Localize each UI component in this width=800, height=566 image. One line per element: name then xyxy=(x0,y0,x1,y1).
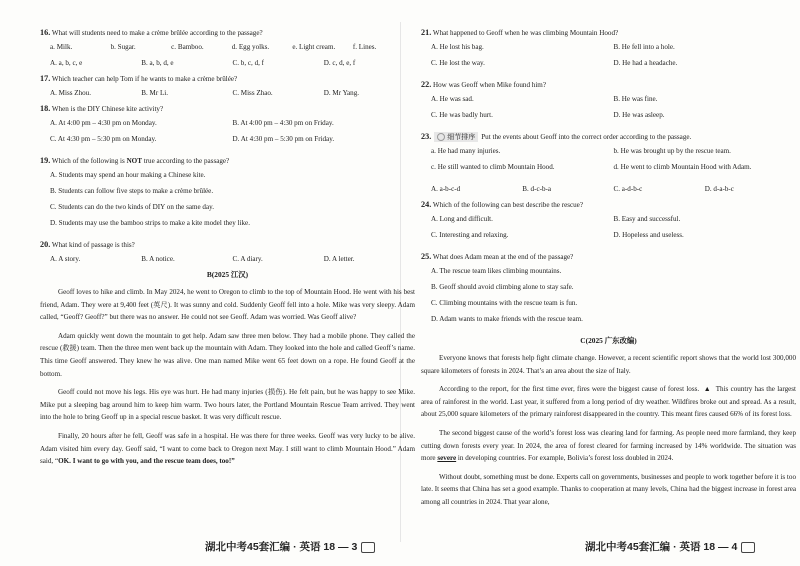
option: B. Geoff should avoid climbing alone to stay safe. xyxy=(431,283,574,291)
passage-paragraph: According to the report, for the first time ever, fires were the biggest cause of forest loss. ▲ This country has the largest area of rainforest in the world. Last year, it suffered from a long period of dry weather. Wildfires broke out and spread. As a result, about 25,000 square kilometers of the primary rainforest disappeared in the country. This meant fires caused 66% of its forest loss. xyxy=(421,385,797,419)
option: D. He was asleep. xyxy=(613,111,665,119)
option: C. Interesting and relaxing. xyxy=(431,231,509,239)
option: C. Students can do the two kinds of DIY on the same day. xyxy=(50,203,214,211)
q16-item: a. Milk. xyxy=(50,43,73,51)
option: C. b, c, d, f xyxy=(232,59,265,67)
passage-paragraph: Geoff could not move his legs. His eye was hurt. He had many injuries (损伤). He felt pain, but he was happy to see Mike. Mike put a sleeping bag around him to keep him warm. Two hours later, the Portland Mountain Rescue Team arrived. They went into the hole to bring Geoff up in a special rescue basket. It was very difficult rescue. xyxy=(40,388,415,422)
q23-items xyxy=(431,146,796,178)
q23-item: a. He had many injuries. xyxy=(431,147,501,155)
skill-tag: 细节排序 xyxy=(434,132,478,142)
option: D. Students may use the bamboo strips to make a kite model they like. xyxy=(50,219,250,227)
option: B. d-c-b-a xyxy=(522,185,552,193)
option: A. The rescue team likes climbing mountains. xyxy=(431,267,562,275)
q16-item: b. Sugar. xyxy=(110,43,136,51)
option: A. Students may spend an hour making a Chinese kite. xyxy=(50,171,206,179)
question-25: 25. What does Adam mean at the end of the passage? xyxy=(421,252,574,261)
q19-options xyxy=(50,170,415,234)
q23-item: d. He went to climb Mountain Hood with Adam. xyxy=(613,163,752,171)
underlined-word: severe xyxy=(437,454,457,463)
passage-paragraph: The second biggest cause of the world’s forest loss was clearing land for farming. As people need more farmland, they keep cutting down forests every year. In 2024, the area of forest cleared for farming increased by 14% worldwide. The situation was more severe in developing countries. For example, Bolivia’s forest loss doubled in 2024. xyxy=(421,428,796,463)
option: A. A story. xyxy=(50,255,81,263)
q16-item: e. Light cream. xyxy=(292,43,336,51)
option: D. c, d, e, f xyxy=(323,59,356,67)
q16-item: c. Bamboo. xyxy=(171,43,204,51)
option: A. At 4:00 pm – 4:30 pm on Monday. xyxy=(50,119,157,127)
option: B. Students can follow five steps to make a crème brûlée. xyxy=(50,187,214,195)
q25-options xyxy=(431,266,796,330)
question-16: 16. What will students need to make a crème brûlée according to the passage? xyxy=(40,28,263,37)
page-footer-left: 湖北中考45套汇编 · 英语 18 — 3 xyxy=(205,539,375,554)
q16-item: f. Lines. xyxy=(352,43,377,51)
section-title-b: B(2025 江汉) xyxy=(206,270,249,279)
option: D. Adam wants to make friends with the rescue team. xyxy=(431,315,583,323)
question-21: 21. What happened to Geoff when he was climbing Mountain Hood? xyxy=(421,28,619,37)
publisher-logo-icon xyxy=(361,542,375,553)
passage-paragraph: Geoff loves to hike and climb. In May 2024, he went to Oregon to climb to the top of Mountain Hood. He went with his best friend, Adam. They were at 9,400 feet (英尺). It was sunny and cold. Suddenly Geoff fell into a hole. Mike was very sleepy. Adam called, “Geoff? Geoff?” but there was no answer. He could not see Geoff. Adam was worried. Was Geoff alive? xyxy=(40,288,415,322)
option: C. He lost the way. xyxy=(431,59,485,67)
option: D. Mr Yang. xyxy=(323,89,360,97)
question-24: 24. Which of the following can best describe the rescue? xyxy=(421,200,583,209)
option: D. He had a headache. xyxy=(613,59,678,67)
q24-options xyxy=(431,214,796,246)
question-22: 22. How was Geoff when Mike found him? xyxy=(421,80,546,89)
option: D. d-a-b-c xyxy=(704,185,734,193)
q20-options xyxy=(50,254,415,264)
question-18: 18. When is the DIY Chinese kite activity? xyxy=(40,104,164,113)
q23-options xyxy=(431,184,796,194)
q22-options xyxy=(431,94,796,126)
q16-item: d. Egg yolks. xyxy=(231,43,270,51)
option: D. A letter. xyxy=(323,255,355,263)
option: A. He was sad. xyxy=(431,95,474,103)
option: B. A notice. xyxy=(141,255,175,263)
option: C. A diary. xyxy=(232,255,263,263)
question-23: 23. 细节排序 Put the events about Geoff into the correct order according to the passage. xyxy=(421,132,692,141)
right-page xyxy=(421,28,796,515)
option: C. Miss Zhao. xyxy=(232,89,273,97)
option: A. a, b, c, e xyxy=(50,59,83,67)
option: C. He was badly hurt. xyxy=(431,111,493,119)
passage-paragraph: Adam quickly went down the mountain to get help. Adam saw three men below. They had a mobile phone. They called the rescue (救援) team. Then the three men went back up the mountain with Adam. They looked into the hole and called Geoff’s name. This time Geoff answered. They knew he was alive. One man named Mike went 65 feet down on a rope. He found Geoff at the bottom. xyxy=(40,331,415,378)
question-20: 20. What kind of passage is this? xyxy=(40,240,135,249)
blank-marker: ▲ xyxy=(703,385,712,394)
option: A. Miss Zhou. xyxy=(50,89,91,97)
section-title-c: C(2025 广东改编) xyxy=(580,336,637,345)
q18-options xyxy=(50,118,415,150)
target-icon xyxy=(437,133,445,141)
option: A. Long and difficult. xyxy=(431,215,493,223)
passage-paragraph: Everyone knows that forests help fight climate change. However, a recent scientific report shows that the world lost 300,000 square kilometers of forests in 2024. That’s an area about the size of Italy. xyxy=(421,354,796,375)
q23-item: b. He was brought up by the rescue team. xyxy=(613,147,731,155)
q17-options xyxy=(50,88,415,98)
page-footer-right: 湖北中考45套汇编 · 英语 18 — 4 xyxy=(585,539,755,554)
option: C. Climbing mountains with the rescue team is fun. xyxy=(431,299,578,307)
option: B. Easy and successful. xyxy=(613,215,681,223)
option: A. He lost his bag. xyxy=(431,43,484,51)
option: B. He fell into a hole. xyxy=(613,43,675,51)
option: B. He was fine. xyxy=(613,95,658,103)
q21-options xyxy=(431,42,796,74)
option: D. At 4:30 pm – 5:30 pm on Friday. xyxy=(232,135,335,143)
question-19: 19. Which of the following is NOT true according to the passage? xyxy=(40,156,230,165)
q23-item: c. He still wanted to climb Mountain Hood. xyxy=(431,163,555,171)
publisher-logo-icon xyxy=(741,542,755,553)
question-17: 17. Which teacher can help Tom if he wants to make a crème brûlée? xyxy=(40,74,238,83)
option: A. a-b-c-d xyxy=(431,185,461,193)
option: B. At 4:00 pm – 4:30 pm on Friday. xyxy=(232,119,334,127)
option: D. Hopeless and useless. xyxy=(613,231,684,239)
option: B. a, b, d, e xyxy=(141,59,174,67)
option: B. Mr Li. xyxy=(141,89,169,97)
q16-options xyxy=(50,58,415,68)
passage-paragraph: Finally, 20 hours after he fell, Geoff was safe in a hospital. He was there for three weeks. Geoff was very lucky to be alive. Adam visited him every day. Geoff said, “I want to come back to Oregon next May. I still want to climb Mountain Hood.” Adam said, “OK. I want to go with you, and the rescue team does, too!” xyxy=(40,431,415,466)
passage-paragraph: Without doubt, something must be done. Experts call on governments, businesses and people to work together before it is too late. It seems that China has set a good example. Thanks to cooperation at many levels, China had the biggest increase in forest area among all countries in 2024. That year alone, xyxy=(421,472,796,506)
left-page xyxy=(40,28,415,474)
option: C. At 4:30 pm – 5:30 pm on Monday. xyxy=(50,135,157,143)
q16-items xyxy=(50,42,415,52)
option: C. a-d-b-c xyxy=(613,185,643,193)
